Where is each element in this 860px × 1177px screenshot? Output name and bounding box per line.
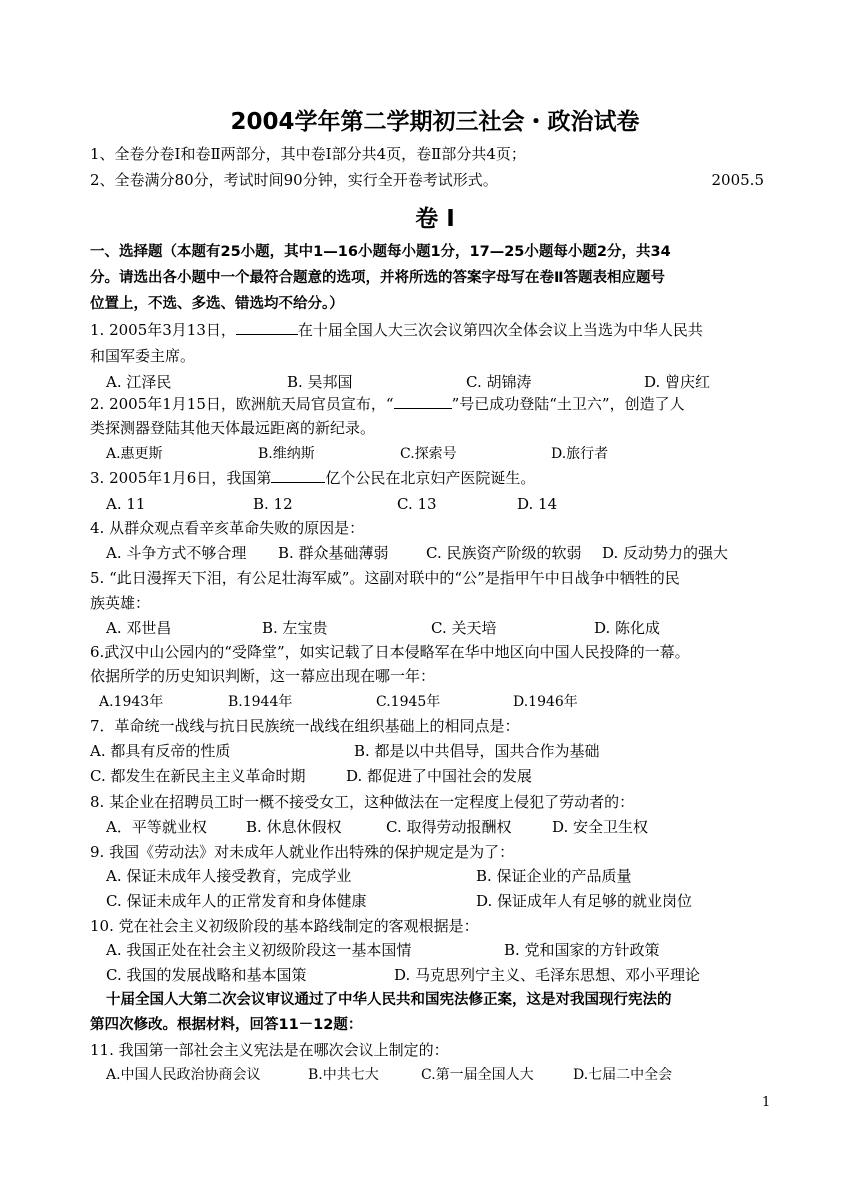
question-6: 6.武汉中山公园内的“受降堂”，如实记载了日本侵略军在华中地区向中国人民投降的一幕。 (90, 643, 690, 661)
question-5-cont: 族英雄： (90, 594, 151, 612)
material-line-2: 第四次修改。根据材料，回答11－12题： (90, 1017, 363, 1033)
q8-option-d: D. 安全卫生权 (552, 818, 649, 836)
q1-option-b: B. 吴邦国 (287, 373, 353, 391)
q9-option-b: B. 保证企业的产品质量 (476, 867, 632, 885)
q11-option-b: B.中共七大 (308, 1067, 379, 1083)
question-1-cont: 和国军委主席。 (90, 347, 196, 365)
question-5: 5. “此日漫挥天下泪，有公足壮海军威”。这副对联中的“公”是指甲午中日战争中牺牲的民 (90, 569, 680, 587)
q8-option-a: A．平等就业权 (106, 818, 207, 836)
q6-option-b: B.1944年 (228, 694, 293, 710)
q4-option-c: C. 民族资产阶级的软弱 (426, 544, 582, 562)
question-10: 10. 党在社会主义初级阶段的基本路线制定的客观根据是： (90, 917, 479, 935)
question-1-text-b: 在十届全国人大三次会议第四次全体会议上当选为中华人民共 (297, 321, 703, 339)
answer-blank (394, 394, 452, 409)
exam-date: 2005.5 (711, 171, 764, 189)
q2-option-c: C.探索号 (400, 446, 457, 462)
q3-option-a: A. 11 (106, 495, 146, 513)
q1-option-a: A. 江泽民 (106, 373, 172, 391)
q3-option-d: D. 14 (517, 495, 558, 513)
q10-option-c: C. 我国的发展战略和基本国策 (106, 966, 307, 984)
question-2 (90, 392, 685, 416)
q1-option-c: C. 胡锦涛 (466, 373, 532, 391)
q6-option-c: C.1945年 (376, 694, 441, 710)
q3-option-c: C. 13 (397, 495, 437, 513)
material-line-1: 十届全国人大第二次会议审议通过了中华人民共和国宪法修正案，这是对我国现行宪法的 (106, 992, 672, 1008)
q4-option-b: B. 群众基础薄弱 (278, 544, 389, 562)
instruction-line-1: 一、选择题（本题有25小题，其中1—16小题每小题1分，17—25小题每小题2分，共34 (90, 244, 671, 260)
instruction-line-2: 分。请选出各小题中一个最符合题意的选项，并将所选的答案字母写在卷Ⅱ答题表相应题号 (90, 270, 666, 286)
question-6-cont: 依据所学的历史知识判断，这一幕应出现在哪一年： (90, 667, 436, 685)
q9-option-c: C. 保证未成年人的正常发育和身体健康 (106, 892, 367, 910)
q4-option-a: A. 斗争方式不够合理 (106, 544, 247, 562)
question-3-text-a: 3. 2005年1月6日，我国第 (90, 469, 272, 487)
q5-option-d: D. 陈化成 (594, 619, 661, 637)
q5-option-a: A. 邓世昌 (106, 619, 172, 637)
section-title: 卷 Ⅰ (415, 206, 455, 232)
q6-option-d: D.1946年 (513, 694, 578, 710)
question-7: 7．革命统一战线与抗日民族统一战线在组织基础上的相同点是： (90, 717, 520, 735)
question-1 (90, 318, 703, 342)
q5-option-b: B. 左宝贵 (262, 619, 328, 637)
q2-option-b: B.维纳斯 (258, 446, 315, 462)
q11-option-c: C.第一届全国人大 (421, 1067, 534, 1083)
q5-option-c: C. 关天培 (431, 619, 497, 637)
q9-option-a: A. 保证未成年人接受教育，完成学业 (106, 867, 352, 885)
q10-option-d: D. 马克思列宁主义、毛泽东思想、邓小平理论 (394, 966, 701, 984)
exam-title: 2004学年第二学期初三社会・政治试卷 (230, 109, 640, 135)
note-2: 2、全卷满分80分，考试时间90分钟，实行全开卷考试形式。 (90, 171, 498, 189)
q3-option-b: B. 12 (253, 495, 293, 513)
q2-option-a: A.惠更斯 (106, 446, 163, 462)
q9-option-d: D. 保证成年人有足够的就业岗位 (476, 892, 693, 910)
q1-option-d: D. 曾庆红 (644, 373, 711, 391)
question-2-cont: 类探测器登陆其他天体最远距离的新纪录。 (90, 419, 376, 437)
question-8: 8. 某企业在招聘员工时一概不接受女工，这种做法在一定程度上侵犯了劳动者的： (90, 793, 635, 811)
note-1: 1、全卷分卷Ⅰ和卷Ⅱ两部分，其中卷Ⅰ部分共4页，卷Ⅱ部分共4页； (90, 145, 526, 163)
q11-option-a: A.中国人民政治协商会议 (106, 1067, 261, 1083)
q7-option-a: A. 都具有反帝的性质 (90, 742, 231, 760)
q7-option-c: C. 都发生在新民主主义革命时期 (90, 767, 306, 785)
q6-option-a: A.1943年 (99, 694, 164, 710)
q7-option-b: B. 都是以中共倡导，国共合作为基础 (354, 742, 600, 760)
q7-option-d: D. 都促进了中国社会的发展 (346, 767, 533, 785)
question-2-text-a: 2. 2005年1月15日，欧洲航天局官员宣布，“ (90, 395, 394, 413)
question-3-text-b: 亿个公民在北京妇产医院诞生。 (325, 469, 536, 487)
answer-blank (236, 320, 298, 335)
q11-option-d: D.七届二中全会 (573, 1067, 673, 1083)
q4-option-d: D. 反动势力的强大 (602, 544, 729, 562)
q10-option-a: A. 我国正处在社会主义初级阶段这一基本国情 (106, 941, 412, 959)
question-2-text-b: ”号已成功登陆“土卫六”，创造了人 (451, 395, 685, 413)
q8-option-c: C. 取得劳动报酬权 (386, 818, 512, 836)
q10-option-b: B. 党和国家的方针政策 (504, 941, 660, 959)
answer-blank (271, 468, 325, 483)
question-3 (90, 466, 535, 490)
q8-option-b: B. 休息休假权 (246, 818, 342, 836)
question-9: 9. 我国《劳动法》对未成年人就业作出特殊的保护规定是为了： (90, 843, 515, 861)
instruction-line-3: 位置上，不选、多选、错选均不给分。） (90, 296, 344, 312)
q2-option-d: D.旅行者 (551, 446, 609, 462)
page-number: 1 (762, 1095, 771, 1110)
question-4: 4. 从群众观点看辛亥革命失败的原因是： (90, 519, 365, 537)
question-11: 11. 我国第一部社会主义宪法是在哪次会议上制定的： (90, 1041, 449, 1059)
question-1-text-a: 1. 2005年3月13日， (90, 321, 236, 339)
